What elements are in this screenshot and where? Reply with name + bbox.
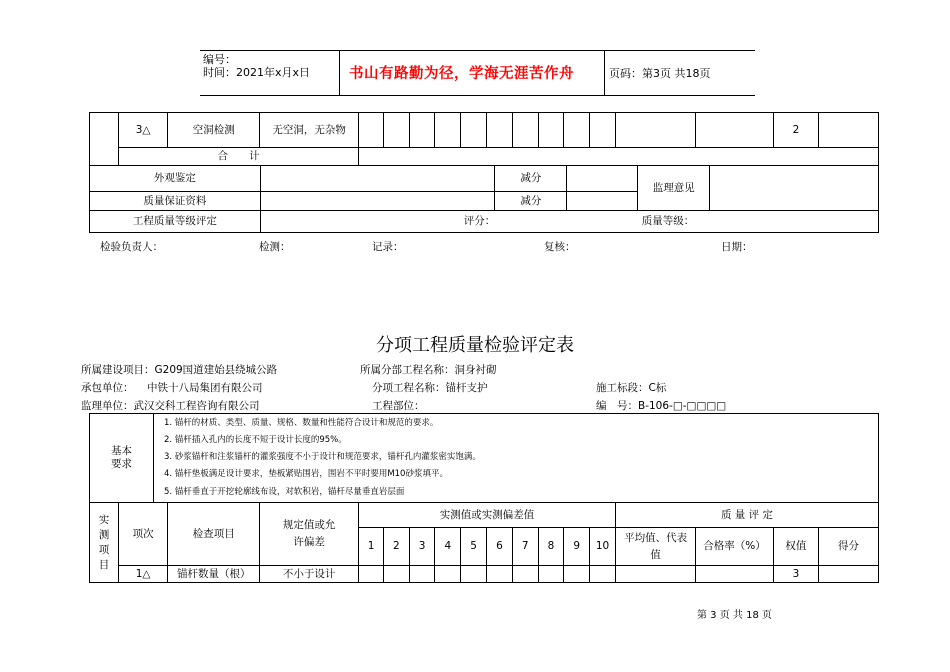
row-weight: 3 (773, 566, 818, 583)
header-time: 时间：2021年x月x日 (203, 66, 311, 79)
value-col: 4 (435, 528, 461, 566)
value-col: 9 (564, 528, 590, 566)
measure-table (89, 502, 879, 583)
appearance-table (89, 165, 879, 233)
requirement-item: 1. 锚杆的材质、类型、质量、规格、数量和性能符合设计和规范的要求。 (164, 418, 439, 428)
form-title: 分项工程质量检验评定表 (376, 335, 574, 356)
item-name-line: 分项工程名称：锚杆支护 (372, 382, 488, 394)
table-cell (90, 113, 119, 166)
project-line: 所属建设项目：G209国道建始县绕城公路 (81, 364, 278, 376)
requirement-item: 3. 砂浆锚杆和注浆锚杆的灌浆强度不小于设计和规范要求，锚杆孔内灌浆密实饱满。 (164, 452, 481, 462)
supervision-label: 监理意见 (638, 166, 710, 211)
row-spec: 无空洞，无杂物 (260, 113, 359, 148)
reviewer-label: 复核： (544, 241, 576, 253)
value-col: 3 (409, 528, 435, 566)
recorder-label: 记录： (372, 241, 404, 253)
header-motto: 书山有路勤为径，学海无涯苦作舟 (349, 66, 574, 82)
quality-docs-label: 质量保证资料 (90, 192, 261, 211)
header-page-info: 页码：第3页 共18页 (609, 67, 711, 80)
requirement-item: 5. 锚杆垂直于开挖轮廓线布设，对软积岩，锚杆尽量垂直岩层面 (164, 487, 405, 497)
value-col: 10 (590, 528, 616, 566)
row-index: 3△ (118, 113, 168, 148)
grade-eval-label: 工程质量等级评定 (90, 211, 261, 233)
deduct-label: 减分 (495, 166, 567, 192)
value-col: 1 (359, 528, 384, 566)
contractor-label: 承包单位： (81, 382, 134, 394)
header-divider (339, 51, 340, 95)
sub-project-line: 所属分部工程名称：洞身衬砌 (360, 364, 497, 376)
contractor-value: 中铁十八局集团有限公司 (147, 382, 263, 394)
grade-label: 质量等级： (641, 215, 695, 227)
value-col: 8 (538, 528, 564, 566)
col-avg: 平均值、代表值 (615, 528, 695, 566)
row-index: 1△ (118, 566, 168, 583)
location-line: 工程部位： (372, 400, 425, 412)
score-label: 评分： (463, 215, 496, 227)
inspector-label: 检验负责人： (100, 241, 163, 253)
top-table (89, 112, 879, 166)
page-footer: 第 3 页 共 18 页 (697, 610, 772, 621)
header-number-label: 编号： (203, 53, 236, 66)
requirement-item: 4. 锚杆垫板满足设计要求，垫板紧贴围岩，围岩不平时要用M10砂浆填平。 (164, 469, 448, 479)
col-rate: 合格率（%） (696, 528, 773, 566)
code-line: 编 号：B-106-□-□□□□ (596, 400, 727, 412)
value-col: 6 (487, 528, 513, 566)
supervisor-line: 监理单位：武汉交科工程咨询有限公司 (81, 400, 260, 412)
col-weight: 权值 (773, 528, 818, 566)
requirement-item: 2. 锚杆插入孔内的长度不短于设计长度的95%。 (164, 435, 347, 445)
appearance-label: 外观鉴定 (90, 166, 261, 192)
value-col: 7 (512, 528, 538, 566)
row-item: 锚杆数量（根） (168, 566, 260, 583)
col-values: 实测值或实测偏差值 (359, 503, 616, 528)
col-index: 项次 (118, 503, 168, 566)
deduct-label: 减分 (495, 192, 567, 211)
requirements-label: 基本要求 (90, 414, 154, 503)
value-col: 2 (383, 528, 409, 566)
side-label: 实测项目 (90, 503, 119, 583)
header-divider (604, 51, 605, 95)
tester-label: 检测： (259, 241, 291, 253)
row-weight: 2 (773, 113, 818, 148)
date-label: 日期： (721, 241, 753, 253)
col-score: 得分 (819, 528, 879, 566)
row-spec: 不小于设计 (260, 566, 359, 583)
row-item: 空洞检测 (168, 113, 260, 148)
value-col: 5 (461, 528, 487, 566)
section-line: 施工标段：C标 (596, 382, 667, 394)
col-item: 检查项目 (168, 503, 260, 566)
total-label: 合 计 (118, 148, 358, 166)
col-eval: 质 量 评 定 (615, 503, 878, 528)
col-spec: 规定值或允许偏差 (260, 503, 359, 566)
